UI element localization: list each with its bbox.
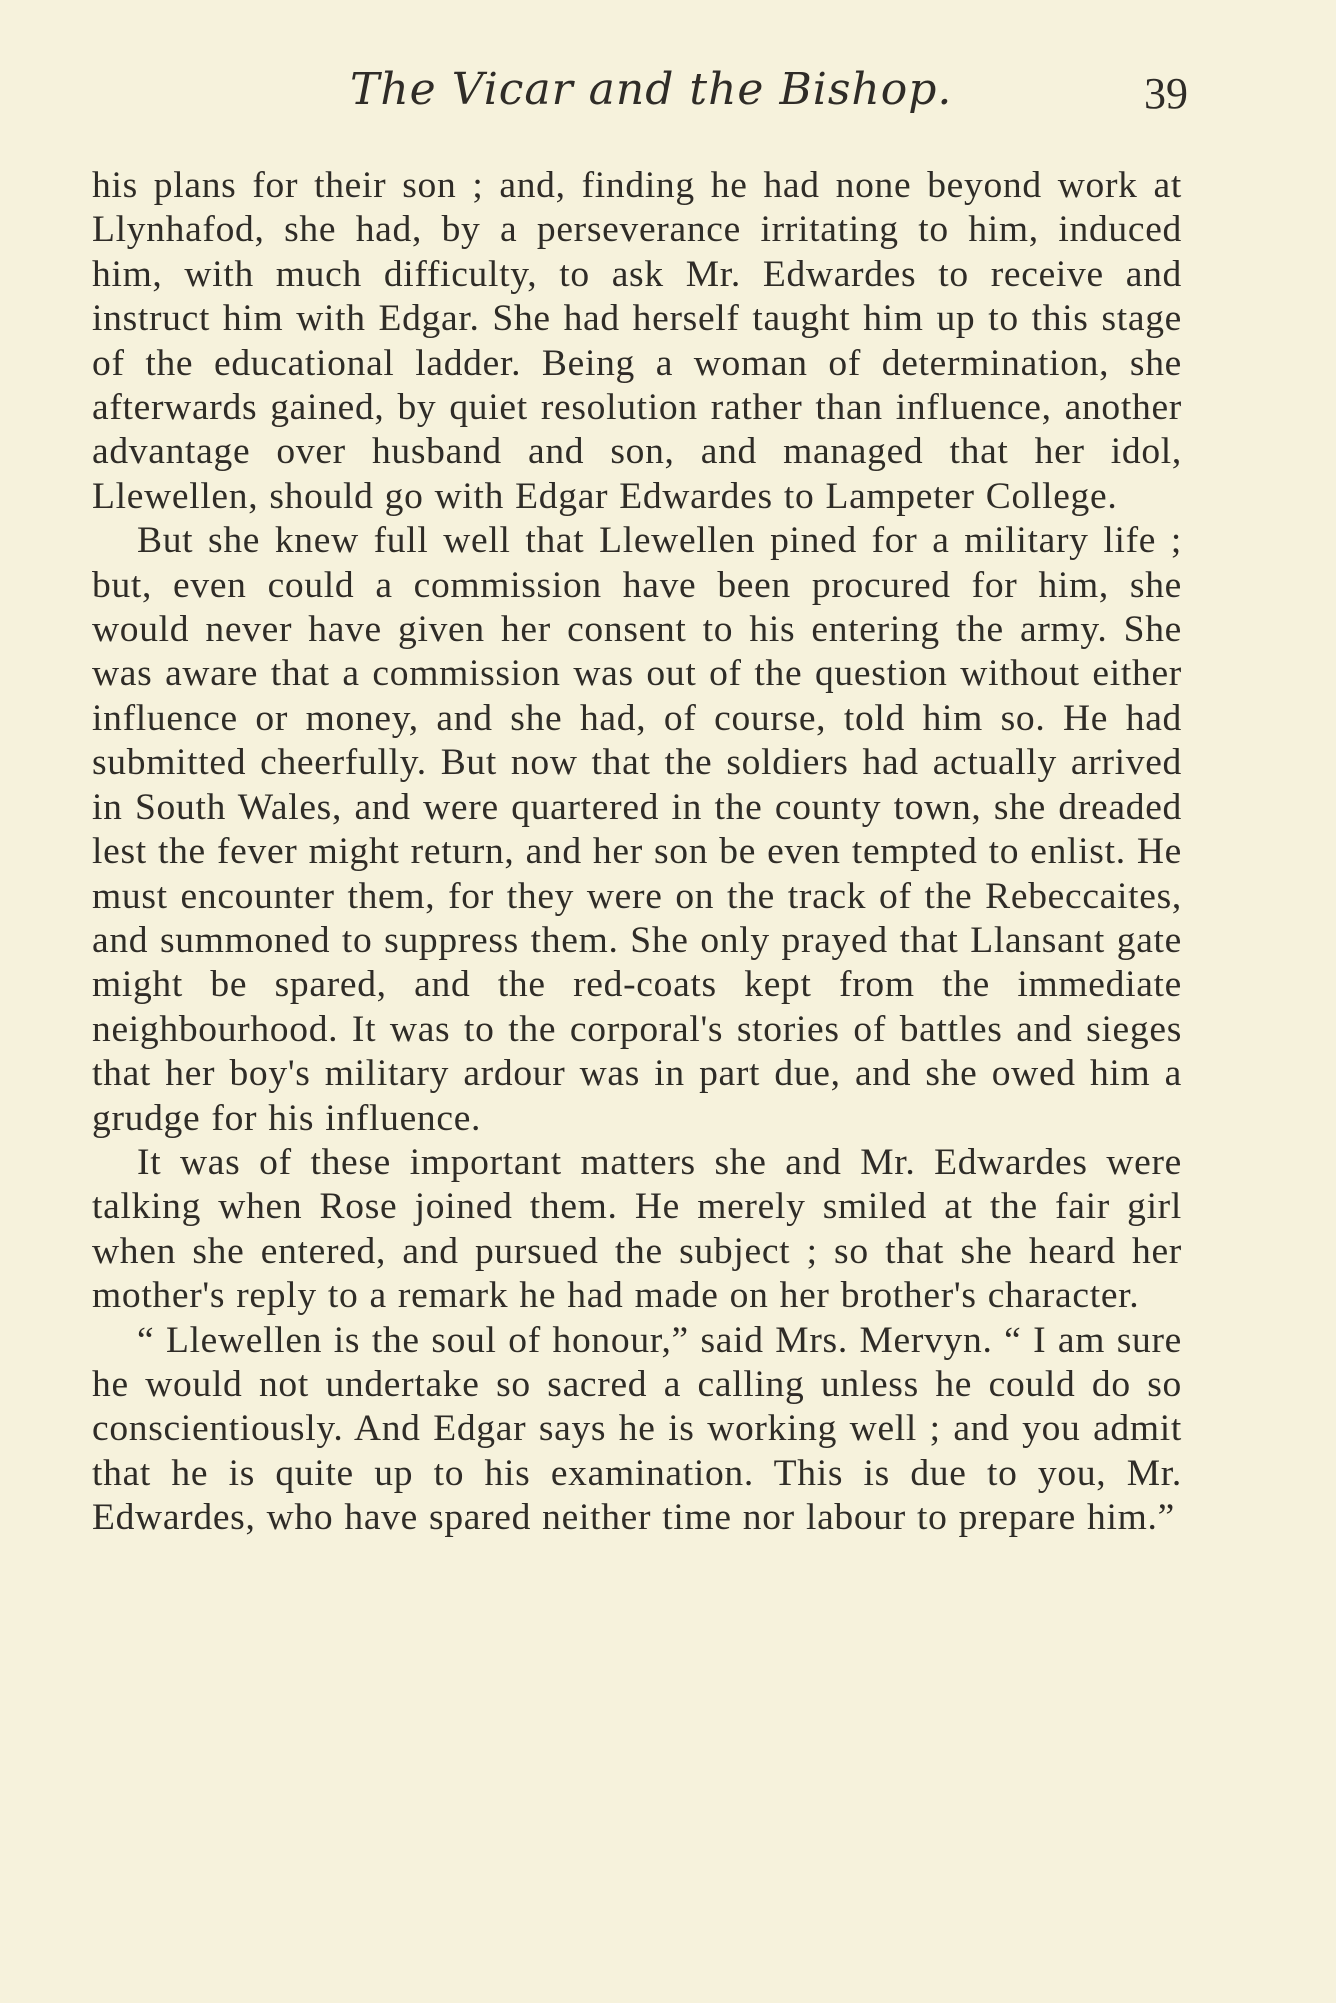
paragraph-4: “ Llewellen is the soul of honour,” said Mrs. Mervyn. “ I am sure he would not undertake so sacred a calling unless he could do so conscientiously. And Edgar says he is working well ; and you admit that he is quite up to his examination. This is due to you, Mr. Edwardes, who have spared neither time nor labour to prepare him.” bbox=[92, 1319, 1182, 1539]
paragraph-2: But she knew full well that Llewellen pined for a military life ; but, even could a commission have been procured for him, she would never have given her consent to his entering the army. She was aware that a commission was out of the question without either influence or money, and she had, of course, told him so. He had submitted cheerfully. But now that the soldiers had actually arrived in South Wales, and were quartered in the county town, she dreaded lest the fever might return, and her son be even tempted to enlist. He must encounter them, for they were on the track of the Rebeccaites, and summoned to suppress them. She only prayed that Llansant gate might be spared, and the red-coats kept from the immediate neighbourhood. It was to the corporal's stories of battles and sieges that her boy's military ardour was in part due, and she owed him a grudge for his influence. bbox=[92, 520, 1182, 1139]
page-header bbox=[96, 64, 1188, 134]
page-number: 39 bbox=[1144, 69, 1188, 118]
paragraph-3: It was of these important matters she and Mr. Edwardes were talking when Rose joined them. He merely smiled at the fair girl when she entered, and pursued the subject ; so that she heard her mother's reply to a remark he had made on her brother's character. bbox=[92, 1141, 1182, 1317]
paragraph-1: his plans for their son ; and, finding he had none beyond work at Llynhafod, she had, by a perseverance irritating to him, induced him, with much difficulty, to ask Mr. Edwardes to receive and instruct him with Edgar. She had herself taught him up to this stage of the educational ladder. Being a woman of determination, she afterwards gained, by quiet resolution rather than influence, another advantage over husband and son, and managed that her idol, Llewellen, should go with Edgar Edwardes to Lampeter College. bbox=[92, 165, 1182, 517]
running-title: The Vicar and the Bishop. bbox=[350, 64, 953, 115]
body-text bbox=[92, 164, 1182, 1541]
